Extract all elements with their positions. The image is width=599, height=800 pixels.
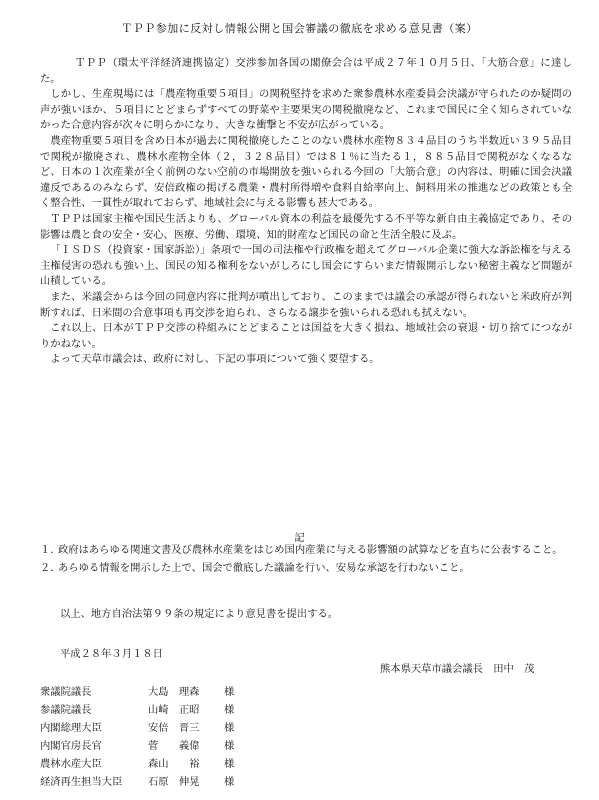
recipient-office: 参議院議長: [40, 704, 92, 716]
recipient-office: 内閣官房長官: [40, 740, 102, 752]
recipient-name: 菅 義偉: [148, 740, 200, 752]
recipient-row: [40, 719, 254, 737]
paragraph-3: 農産物重要５項目を含め日本が過去に関税撤廃したことのない農林水産物８３４品目のうち半数近い３９５品目で関税が撤廃され、農林水産物全体（２，３２８品目）では８１％に当たる１，８８５品目で関税がなくなるなど、日本の１次産業が全く前例のない空前の市場開放を強いられる今回の「大筋合意」の内容は、明確に国会決議違反であるのみならず、安倍政権の掲げる農業・農村所得増や食料自給率向上、飼料用米の推進などの政策とも全く整合性、一貫性が取れておらず、地域社会に与える影響も甚大である。: [40, 134, 572, 210]
recipient-row: [40, 773, 254, 791]
document-title: ＴＰＰ参加に反対し情報公開と国会審議の徹底を求める意見書（案）: [121, 22, 478, 35]
recipient-name: 石原 伸晃: [148, 776, 200, 788]
recipient-honorific: 様: [224, 686, 235, 698]
recipient-office: 内閣総理大臣: [40, 722, 102, 734]
recipient-name: 安倍 晋三: [148, 722, 200, 734]
request-item-number: １．: [40, 544, 61, 556]
request-items: [40, 543, 580, 578]
recipient-row: [40, 755, 254, 773]
recipient-list: [40, 683, 254, 791]
request-item-text: あらゆる情報を開示した上で、国会で徹底した議論を行い、安易な承認を行わないこと。: [58, 561, 470, 574]
recipient-row: [40, 737, 254, 755]
recipient-row: [40, 701, 254, 719]
ki-heading: 記: [294, 532, 305, 544]
recipient-office: 衆議院議長: [40, 686, 92, 698]
paragraph-7: これ以上、日本がＴＰＰ交渉の枠組みにとどまることは国益を大きく損ね、地域社会の衰退・切り捨てにつながりかねない。: [40, 322, 572, 350]
document-body: [40, 56, 572, 368]
recipient-office: 農林水産大臣: [40, 758, 102, 770]
paragraph-5: 「ＩＳＤＳ（投資家・国家訴訟）」条項で一国の司法権や行政権を超えてグローバル企業に強大な訴訟権を与える主権侵害の恐れも強い上、国民の知る権利をないがしろにし国会にすらいまだ情報開示しない秘密主義など問題が山積している。: [40, 244, 572, 288]
recipient-name: 山崎 正昭: [148, 704, 200, 716]
paragraph-8: よって天草市議会は、政府に対し、下記の事項について強く要望する。: [50, 353, 380, 366]
recipient-honorific: 様: [224, 758, 235, 770]
recipient-honorific: 様: [224, 704, 235, 716]
closing-statement: 以上、地方自治法第９９条の規定により意見書を提出する。: [60, 608, 339, 620]
sender-signature: 熊本県天草市議会議長 田中 茂: [380, 663, 535, 675]
recipient-honorific: 様: [224, 722, 235, 734]
recipient-row: [40, 683, 254, 701]
recipient-name: 森山 裕: [148, 758, 200, 770]
paragraph-1: ＴＰＰ（環太平洋経済連携協定）交渉参加各国の閣僚会合は平成２７年１０月５日、「大筋合意」に達した。: [40, 57, 572, 85]
paragraph-6: また、米議会からは今回の同意内容に批判が噴出しており、このままでは議会の承認が得られないと米政府が判断すれば、日米間の合意事項も再交渉を迫られ、さらなる譲歩を強いられる恐れも拭えない。: [40, 290, 572, 319]
request-item: [40, 561, 580, 577]
request-item-number: ２．: [40, 561, 61, 574]
request-item-text: 政府はあらゆる関連文書及び農林水産業をはじめ国内産業に与える影響額の試算などを直ちに公表すること。: [58, 544, 563, 556]
recipient-name: 大島 理森: [148, 686, 200, 698]
paragraph-2: しかし、生産現場には「農産物重要５項目」の関税堅持を求めた衆参農林水産委員会決議が守られたのか疑問の声が強いほか、５項目にとどまらずすべての野菜や主要果実の関税撤廃など、これまで国民に全く知らされていなかった合意内容が次々に明らかになり、大きな衝撃と不安が広がっている。: [40, 88, 572, 132]
recipient-honorific: 様: [224, 776, 235, 788]
recipient-office: 経済再生担当大臣: [40, 776, 123, 788]
paragraph-4: ＴＰＰは国家主権や国民生活よりも、グローバル資本の利益を最優先する不平等な新自由主義協定であり、その影響は農と食の安全・安心、医療、労働、環境、知的財産など国民の命と生活全般に及ぶ。: [40, 212, 572, 241]
request-item: [40, 543, 580, 559]
recipient-honorific: 様: [224, 740, 235, 752]
document-date: 平成２８年３月１８日: [60, 648, 163, 660]
